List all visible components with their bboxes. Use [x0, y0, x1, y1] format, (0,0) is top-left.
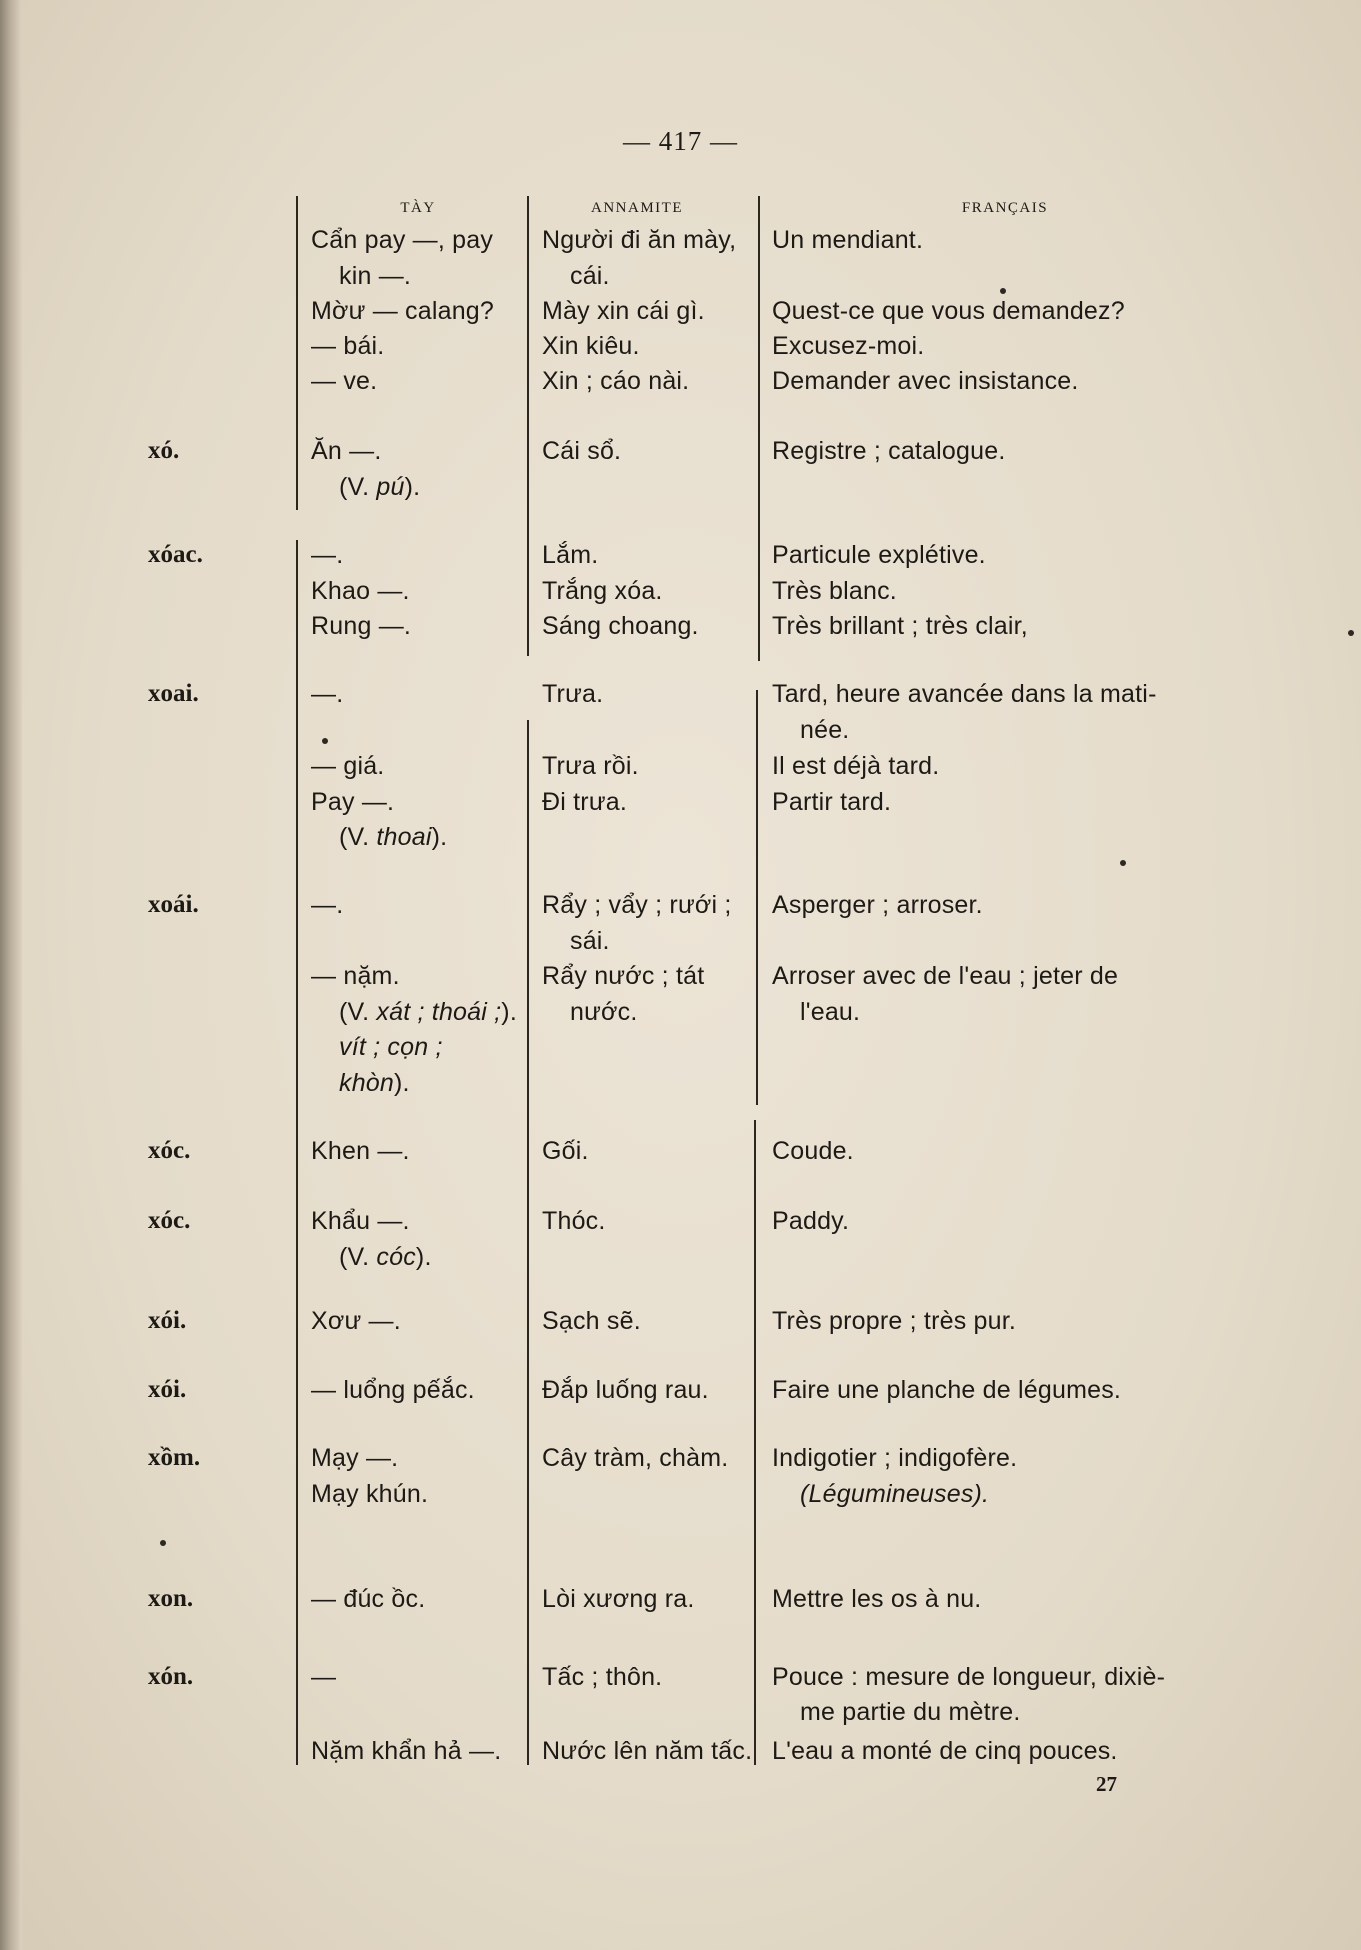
- tay-cell: Mạy —.: [311, 1444, 399, 1472]
- annamite-cell: Rẩy nước ; tát: [542, 962, 705, 990]
- tay-cell: Rung —.: [311, 612, 412, 640]
- francais-cell: Faire une planche de légumes.: [772, 1376, 1122, 1404]
- tay-cell: kin —.: [339, 262, 412, 290]
- headword: xói.: [148, 1376, 187, 1403]
- ink-speck: [1348, 630, 1354, 636]
- column-rule-middle: [527, 720, 529, 1765]
- column-header-annamite: ANNAMITE: [591, 200, 683, 216]
- francais-cell: Particule explétive.: [772, 541, 986, 569]
- tay-cell: (V. xát ; thoái ;).: [339, 998, 517, 1026]
- tay-cell: (V. thoai).: [339, 823, 448, 851]
- annamite-cell: Rẩy ; vẩy ; rưới ;: [542, 891, 732, 919]
- tay-cell: khòn).: [339, 1069, 410, 1097]
- annamite-cell: Cây tràm, chàm.: [542, 1444, 729, 1472]
- francais-cell: Très blanc.: [772, 577, 897, 605]
- tay-cell: —.: [311, 680, 344, 708]
- francais-cell: Excusez-moi.: [772, 332, 925, 360]
- tay-cell: —: [311, 1663, 337, 1691]
- column-header-tay: TÀY: [400, 200, 436, 216]
- headword: xóac.: [148, 541, 203, 568]
- francais-cell: Mettre les os à nu.: [772, 1585, 982, 1613]
- annamite-cell: nước.: [570, 998, 638, 1026]
- annamite-cell: Đi trưa.: [542, 788, 628, 816]
- annamite-cell: Lòi xương ra.: [542, 1585, 695, 1613]
- headword: xóc.: [148, 1137, 191, 1164]
- tay-cell: Cẩn pay —, pay: [311, 226, 494, 254]
- column-rule-left: [296, 196, 298, 510]
- tay-cell: — ve.: [311, 367, 378, 395]
- tay-cell: Xơư —.: [311, 1307, 401, 1335]
- tay-cell: —.: [311, 541, 344, 569]
- tay-cell: Khao —.: [311, 577, 410, 605]
- tay-cell: Mờư — calang?: [311, 297, 495, 325]
- francais-cell: Tard, heure avancée dans la mati-: [772, 680, 1157, 708]
- headword: xoái.: [148, 891, 199, 918]
- annamite-cell: cái.: [570, 262, 610, 290]
- francais-cell: Pouce : mesure de longueur, dixiè-: [772, 1663, 1166, 1691]
- tay-cell: vít ; cọn ;: [339, 1033, 443, 1061]
- francais-cell: Indigotier ; indigofère.: [772, 1444, 1018, 1472]
- column-rule-left: [296, 540, 298, 1765]
- tay-cell: Nặm khẩn hả —.: [311, 1737, 502, 1765]
- tay-cell: Mạy khún.: [311, 1480, 429, 1508]
- tay-cell: —.: [311, 891, 344, 919]
- ink-speck: [160, 1540, 166, 1546]
- signature-mark: 27: [1096, 1772, 1117, 1796]
- annamite-cell: Sáng choang.: [542, 612, 699, 640]
- francais-cell: Quest-ce que vous demandez?: [772, 297, 1125, 325]
- tay-cell: — luổng pếắc.: [311, 1376, 475, 1404]
- headword: xó.: [148, 437, 180, 464]
- column-rule-right: [758, 196, 760, 661]
- headword: xóc.: [148, 1207, 191, 1234]
- francais-cell: Un mendiant.: [772, 226, 924, 254]
- annamite-cell: Lắm.: [542, 541, 599, 569]
- book-spine-edge: [0, 0, 22, 1950]
- annamite-cell: Cái sổ.: [542, 437, 622, 465]
- tay-cell: Ăn —.: [311, 437, 382, 465]
- column-rule-right: [756, 690, 758, 1105]
- column-header-francais: FRANÇAIS: [961, 200, 1049, 216]
- annamite-cell: Nước lên năm tấc.: [542, 1737, 753, 1765]
- annamite-cell: Mày xin cái gì.: [542, 297, 705, 325]
- annamite-cell: Thóc.: [542, 1207, 606, 1235]
- headword: xoai.: [148, 680, 199, 707]
- annamite-cell: sái.: [570, 927, 610, 955]
- francais-cell: l'eau.: [800, 998, 861, 1026]
- francais-cell: Asperger ; arroser.: [772, 891, 983, 919]
- francais-cell: Demander avec insistance.: [772, 367, 1079, 395]
- annamite-cell: Người đi ăn mày,: [542, 226, 737, 254]
- annamite-cell: Đắp luống rau.: [542, 1376, 709, 1404]
- francais-cell: L'eau a monté de cinq pouces.: [772, 1737, 1118, 1765]
- annamite-cell: Tấc ; thôn.: [542, 1663, 663, 1691]
- tay-cell: (V. pú).: [339, 473, 421, 501]
- headword: xói.: [148, 1307, 187, 1334]
- annamite-cell: Trưa rồi.: [542, 752, 639, 780]
- francais-cell: Il est déjà tard.: [772, 752, 940, 780]
- annamite-cell: Trắng xóa.: [542, 577, 663, 605]
- francais-cell: Paddy.: [772, 1207, 850, 1235]
- tay-cell: — đúc ồc.: [311, 1585, 426, 1613]
- annamite-cell: Trưa.: [542, 680, 604, 708]
- francais-cell: Partir tard.: [772, 788, 892, 816]
- annamite-cell: Gối.: [542, 1137, 589, 1165]
- column-rule-right: [754, 1120, 756, 1765]
- tay-cell: — giá.: [311, 752, 385, 780]
- tay-cell: Khen —.: [311, 1137, 410, 1165]
- column-rule-middle: [527, 196, 529, 656]
- headword: xon.: [148, 1585, 194, 1612]
- tay-cell: Pay —.: [311, 788, 395, 816]
- francais-cell: (Légumineuses).: [800, 1480, 990, 1508]
- ink-speck: [1120, 860, 1126, 866]
- francais-cell: Très brillant ; très clair,: [772, 612, 1028, 640]
- page-number: — 417 —: [623, 126, 738, 156]
- francais-cell: Registre ; catalogue.: [772, 437, 1006, 465]
- headword: xồm.: [148, 1444, 201, 1471]
- francais-cell: Très propre ; très pur.: [772, 1307, 1017, 1335]
- francais-cell: Arroser avec de l'eau ; jeter de: [772, 962, 1119, 990]
- ink-speck: [1000, 288, 1006, 294]
- francais-cell: née.: [800, 716, 850, 744]
- tay-cell: — nặm.: [311, 962, 400, 990]
- francais-cell: me partie du mètre.: [800, 1698, 1021, 1726]
- tay-cell: (V. cóc).: [339, 1243, 432, 1271]
- annamite-cell: Xin ; cáo nài.: [542, 367, 690, 395]
- tay-cell: — bái.: [311, 332, 385, 360]
- ink-speck: [322, 738, 328, 744]
- headword: xón.: [148, 1663, 194, 1690]
- annamite-cell: Xin kiêu.: [542, 332, 640, 360]
- francais-cell: Coude.: [772, 1137, 854, 1165]
- annamite-cell: Sạch sẽ.: [542, 1307, 641, 1335]
- tay-cell: Khẩu —.: [311, 1207, 410, 1235]
